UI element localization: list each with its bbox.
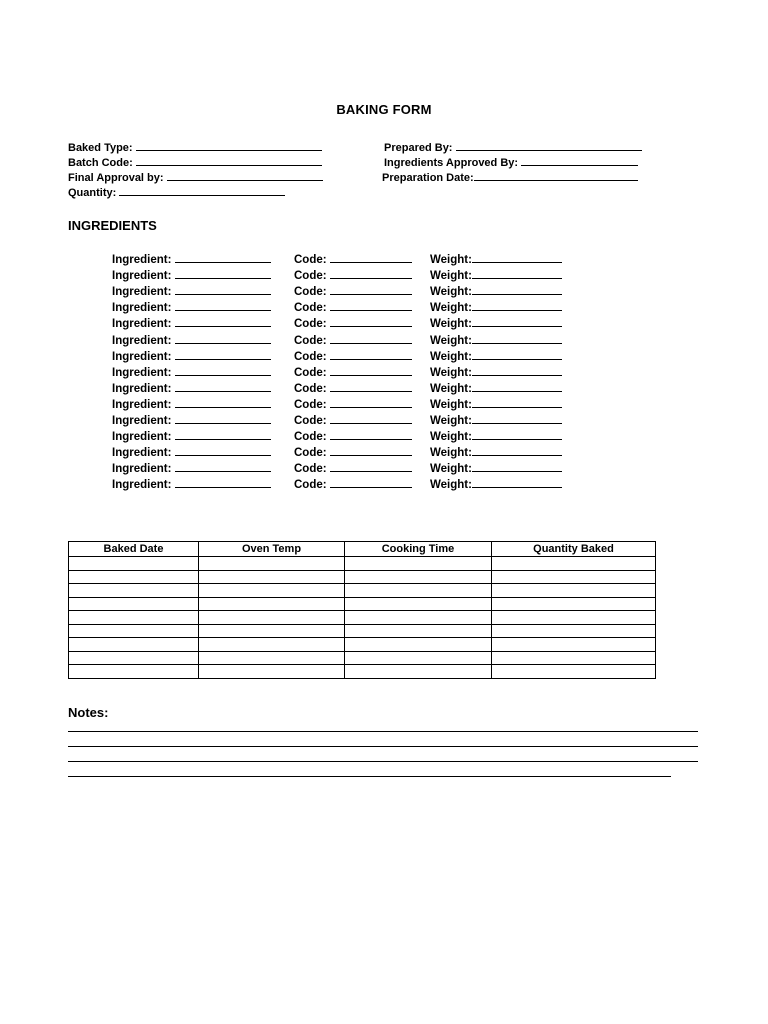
notes-label: Notes: — [68, 705, 109, 720]
oven-temp-cell[interactable] — [199, 665, 345, 679]
ingredient-line[interactable] — [175, 445, 271, 456]
ingredients-heading: INGREDIENTS — [68, 218, 157, 233]
baked-date-cell[interactable] — [69, 611, 199, 625]
weight-line[interactable] — [472, 397, 562, 408]
code-label: Code: — [294, 318, 327, 331]
cooking-time-cell[interactable] — [345, 651, 492, 665]
ingredient-field — [112, 284, 271, 298]
weight-label: Weight: — [430, 302, 472, 315]
baked-date-cell[interactable] — [69, 597, 199, 611]
quantity-baked-cell[interactable] — [492, 624, 656, 638]
code-field — [294, 252, 412, 266]
code-field — [294, 300, 412, 314]
column-header-cooking-time: Cooking Time — [345, 542, 492, 557]
preparation-date-line[interactable] — [474, 170, 638, 181]
batch-code-field — [68, 155, 322, 169]
weight-label: Weight: — [430, 431, 472, 444]
code-line[interactable] — [330, 316, 412, 327]
table-row — [69, 570, 656, 584]
table-row — [69, 597, 656, 611]
ingredient-label: Ingredient: — [112, 479, 172, 492]
baked-type-field — [68, 140, 322, 154]
cooking-time-cell[interactable] — [345, 624, 492, 638]
weight-field — [430, 381, 562, 395]
ingredient-row — [0, 284, 768, 300]
ingredient-field — [112, 300, 271, 314]
code-line[interactable] — [330, 477, 412, 488]
ingredient-line[interactable] — [175, 429, 271, 440]
table-header-row — [69, 542, 656, 557]
oven-temp-cell[interactable] — [199, 624, 345, 638]
ingredient-field — [112, 252, 271, 266]
ingredient-field — [112, 381, 271, 395]
code-line[interactable] — [330, 349, 412, 360]
weight-line[interactable] — [472, 268, 562, 279]
ingredient-field — [112, 349, 271, 363]
code-line[interactable] — [330, 381, 412, 392]
preparation-date-field — [382, 170, 638, 184]
ingredient-line[interactable] — [175, 381, 271, 392]
quantity-baked-cell[interactable] — [492, 597, 656, 611]
baked-date-cell[interactable] — [69, 570, 199, 584]
weight-field — [430, 284, 562, 298]
code-label: Code: — [294, 479, 327, 492]
table-row — [69, 651, 656, 665]
prepared-by-line[interactable] — [456, 140, 642, 151]
oven-temp-cell[interactable] — [199, 651, 345, 665]
code-label: Code: — [294, 415, 327, 427]
ingredient-line[interactable] — [175, 333, 271, 344]
code-line[interactable] — [330, 397, 412, 408]
quantity-baked-cell[interactable] — [492, 557, 656, 571]
batch-code-line[interactable] — [136, 155, 322, 166]
code-field — [294, 268, 412, 282]
weight-line[interactable] — [472, 461, 562, 472]
ingredient-line[interactable] — [175, 477, 271, 488]
weight-line[interactable] — [472, 252, 562, 263]
ingredient-field — [112, 477, 271, 491]
cooking-time-cell[interactable] — [345, 611, 492, 625]
weight-label: Weight: — [430, 366, 472, 379]
cooking-time-cell[interactable] — [345, 570, 492, 584]
code-label: Code: — [294, 463, 327, 476]
code-line[interactable] — [330, 461, 412, 472]
code-line[interactable] — [330, 413, 412, 424]
quantity-line[interactable] — [119, 185, 285, 196]
code-field — [294, 445, 412, 459]
weight-line[interactable] — [472, 413, 562, 424]
ingredient-field — [112, 413, 271, 427]
table-row — [69, 638, 656, 652]
cooking-time-cell[interactable] — [345, 597, 492, 611]
code-field — [294, 477, 412, 491]
weight-label: Weight: — [430, 334, 472, 347]
code-field — [294, 461, 412, 475]
weight-label: Weight: — [430, 382, 472, 395]
ingredient-label: Ingredient: — [112, 350, 172, 363]
ingredient-row — [0, 477, 768, 493]
weight-label: Weight: — [430, 415, 472, 427]
code-label: Code: — [294, 366, 327, 379]
ingredient-row — [0, 429, 768, 445]
weight-field — [430, 365, 562, 379]
code-label: Code: — [294, 382, 327, 395]
weight-field — [430, 349, 562, 363]
code-field — [294, 316, 412, 330]
weight-line[interactable] — [472, 445, 562, 456]
weight-label: Weight: — [430, 398, 472, 411]
ingredient-row — [0, 333, 768, 349]
ingredient-row — [0, 445, 768, 461]
weight-line[interactable] — [472, 477, 562, 488]
cooking-time-cell[interactable] — [345, 665, 492, 679]
ingredient-line[interactable] — [175, 397, 271, 408]
column-header-baked-date: Baked Date — [69, 542, 199, 557]
baked-date-cell[interactable] — [69, 624, 199, 638]
weight-line[interactable] — [472, 365, 562, 376]
quantity-baked-cell[interactable] — [492, 584, 656, 598]
ingredient-row — [0, 413, 768, 429]
prepared-by-label: Prepared By: — [384, 142, 453, 154]
weight-field — [430, 429, 562, 443]
code-field — [294, 284, 412, 298]
code-label: Code: — [294, 270, 327, 283]
quantity-field — [68, 185, 285, 199]
weight-field — [430, 252, 562, 266]
ingredient-row — [0, 300, 768, 316]
code-field — [294, 381, 412, 395]
weight-label: Weight: — [430, 270, 472, 283]
ingredient-line[interactable] — [175, 252, 271, 263]
baked-date-cell[interactable] — [69, 557, 199, 571]
code-label: Code: — [294, 447, 327, 460]
code-line[interactable] — [330, 429, 412, 440]
ingredient-row — [0, 381, 768, 397]
ingredient-field — [112, 316, 271, 330]
ingredient-label: Ingredient: — [112, 334, 172, 347]
weight-label: Weight: — [430, 286, 472, 299]
quantity-baked-cell[interactable] — [492, 651, 656, 665]
ingredient-line[interactable] — [175, 365, 271, 376]
cooking-time-cell[interactable] — [345, 557, 492, 571]
ingredients-approved-line[interactable] — [521, 155, 638, 166]
weight-field — [430, 461, 562, 475]
notes-line[interactable] — [68, 776, 671, 777]
baked-type-label: Baked Type: — [68, 142, 133, 154]
code-line[interactable] — [330, 284, 412, 295]
ingredient-label: Ingredient: — [112, 447, 172, 460]
ingredient-field — [112, 268, 271, 282]
weight-label: Weight: — [430, 447, 472, 460]
weight-label: Weight: — [430, 318, 472, 331]
code-label: Code: — [294, 431, 327, 444]
weight-line[interactable] — [472, 284, 562, 295]
ingredient-line[interactable] — [175, 413, 271, 424]
ingredient-line[interactable] — [175, 284, 271, 295]
ingredient-field — [112, 333, 271, 347]
code-line[interactable] — [330, 333, 412, 344]
final-approval-field — [68, 170, 323, 184]
code-field — [294, 429, 412, 443]
baked-date-cell[interactable] — [69, 638, 199, 652]
weight-field — [430, 445, 562, 459]
ingredient-row — [0, 397, 768, 413]
code-label: Code: — [294, 254, 327, 266]
weight-field — [430, 268, 562, 282]
ingredients-approved-label: Ingredients Approved By: — [384, 157, 519, 169]
code-label: Code: — [294, 350, 327, 363]
ingredient-field — [112, 461, 271, 475]
code-label: Code: — [294, 398, 327, 411]
weight-label: Weight: — [430, 254, 472, 266]
ingredient-row — [0, 316, 768, 332]
weight-label: Weight: — [430, 463, 472, 476]
baked-date-cell[interactable] — [69, 665, 199, 679]
code-line[interactable] — [330, 268, 412, 279]
table-row — [69, 584, 656, 598]
page-title: BAKING FORM — [336, 102, 432, 117]
code-label: Code: — [294, 302, 327, 315]
weight-line[interactable] — [472, 429, 562, 440]
ingredient-row — [0, 461, 768, 477]
ingredient-label: Ingredient: — [112, 463, 172, 476]
ingredient-line[interactable] — [175, 316, 271, 327]
code-field — [294, 365, 412, 379]
oven-temp-cell[interactable] — [199, 597, 345, 611]
quantity-baked-cell[interactable] — [492, 570, 656, 584]
ingredient-line[interactable] — [175, 268, 271, 279]
baked-date-cell[interactable] — [69, 651, 199, 665]
ingredient-label: Ingredient: — [112, 318, 172, 331]
ingredient-label: Ingredient: — [112, 254, 172, 266]
baked-type-line[interactable] — [136, 140, 322, 151]
ingredient-label: Ingredient: — [112, 382, 172, 395]
oven-temp-cell[interactable] — [199, 557, 345, 571]
table-row — [69, 624, 656, 638]
code-field — [294, 333, 412, 347]
notes-line[interactable] — [68, 746, 698, 747]
ingredient-label: Ingredient: — [112, 270, 172, 283]
preparation-date-label: Preparation Date: — [382, 172, 474, 184]
ingredient-label: Ingredient: — [112, 398, 172, 411]
oven-temp-cell[interactable] — [199, 611, 345, 625]
quantity-baked-cell[interactable] — [492, 611, 656, 625]
quantity-baked-cell[interactable] — [492, 665, 656, 679]
ingredient-row — [0, 268, 768, 284]
ingredient-row — [0, 252, 768, 268]
weight-field — [430, 413, 562, 427]
ingredients-approved-field — [384, 155, 638, 169]
oven-temp-cell[interactable] — [199, 584, 345, 598]
weight-line[interactable] — [472, 333, 562, 344]
weight-field — [430, 300, 562, 314]
weight-field — [430, 477, 562, 491]
weight-field — [430, 397, 562, 411]
code-field — [294, 349, 412, 363]
ingredient-label: Ingredient: — [112, 366, 172, 379]
ingredient-line[interactable] — [175, 461, 271, 472]
code-line[interactable] — [330, 365, 412, 376]
weight-line[interactable] — [472, 381, 562, 392]
code-line[interactable] — [330, 445, 412, 456]
weight-field — [430, 333, 562, 347]
weight-label: Weight: — [430, 479, 472, 492]
baked-date-cell[interactable] — [69, 584, 199, 598]
weight-label: Weight: — [430, 350, 472, 363]
ingredient-field — [112, 445, 271, 459]
final-approval-label: Final Approval by: — [68, 172, 164, 184]
table-row — [69, 665, 656, 679]
code-label: Code: — [294, 334, 327, 347]
code-line[interactable] — [330, 252, 412, 263]
quantity-label: Quantity: — [68, 187, 117, 199]
ingredient-row — [0, 365, 768, 381]
ingredient-line[interactable] — [175, 300, 271, 311]
ingredient-label: Ingredient: — [112, 415, 172, 427]
prepared-by-field — [384, 140, 642, 154]
weight-line[interactable] — [472, 349, 562, 360]
column-header-oven-temp: Oven Temp — [199, 542, 345, 557]
cooking-time-cell[interactable] — [345, 584, 492, 598]
table-row — [69, 611, 656, 625]
quantity-baked-cell[interactable] — [492, 638, 656, 652]
oven-temp-cell[interactable] — [199, 570, 345, 584]
ingredient-line[interactable] — [175, 349, 271, 360]
code-label: Code: — [294, 286, 327, 299]
weight-field — [430, 316, 562, 330]
code-field — [294, 413, 412, 427]
ingredient-field — [112, 365, 271, 379]
code-line[interactable] — [330, 300, 412, 311]
batch-code-label: Batch Code: — [68, 157, 133, 169]
ingredient-field — [112, 397, 271, 411]
ingredient-label: Ingredient: — [112, 302, 172, 315]
ingredient-row — [0, 349, 768, 365]
bake-log-table — [68, 541, 656, 679]
notes-line[interactable] — [68, 731, 698, 732]
oven-temp-cell[interactable] — [199, 638, 345, 652]
ingredient-field — [112, 429, 271, 443]
table-row — [69, 557, 656, 571]
ingredient-label: Ingredient: — [112, 286, 172, 299]
code-field — [294, 397, 412, 411]
notes-line[interactable] — [68, 761, 698, 762]
column-header-quantity-baked: Quantity Baked — [492, 542, 656, 557]
weight-line[interactable] — [472, 316, 562, 327]
cooking-time-cell[interactable] — [345, 638, 492, 652]
ingredient-label: Ingredient: — [112, 431, 172, 444]
final-approval-line[interactable] — [167, 170, 323, 181]
weight-line[interactable] — [472, 300, 562, 311]
